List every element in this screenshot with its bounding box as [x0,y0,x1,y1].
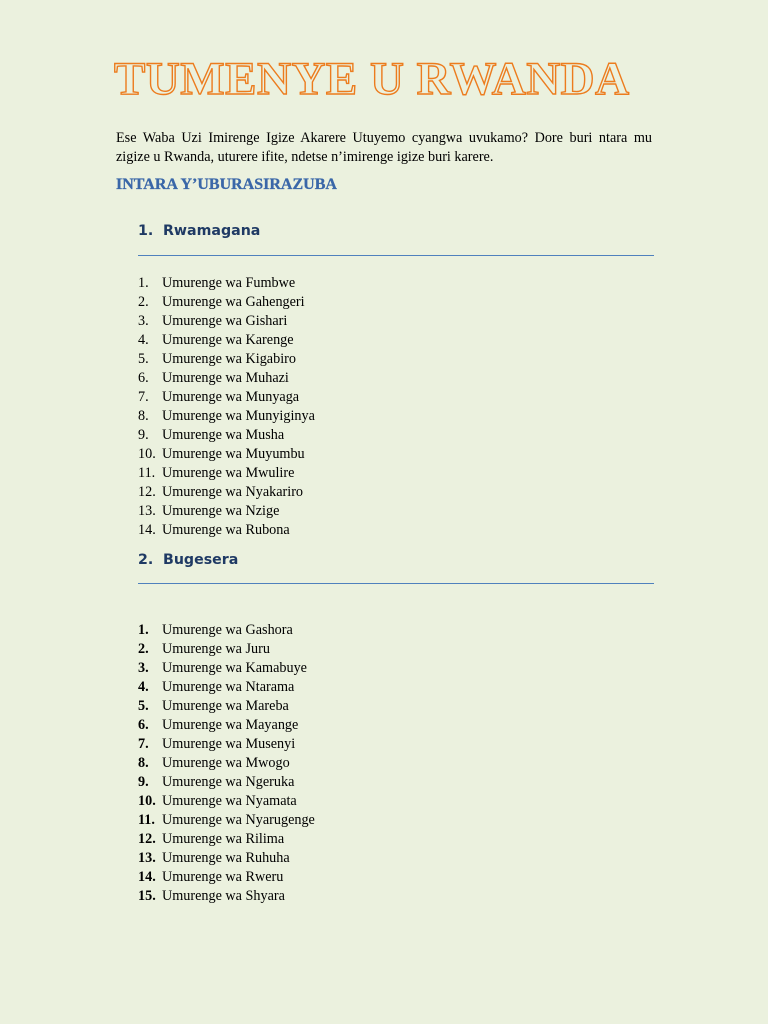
list-item [138,350,315,369]
item-label: Umurenge wa Fumbwe [162,275,296,291]
district-heading-bugesera [138,550,238,570]
item-number: 4. [138,332,149,348]
list-item [138,521,315,540]
sector-list-rwamagana [138,274,315,540]
item-label: Umurenge wa Musenyi [162,736,296,752]
list-item [138,483,315,502]
item-number: 3. [138,313,149,329]
item-number: 1. [138,275,149,291]
district-heading-rwamagana [138,221,260,241]
list-item [138,830,315,849]
item-label: Umurenge wa Munyaga [162,389,300,405]
item-number: 10. [138,793,156,809]
item-label: Umurenge wa Mayange [162,717,299,733]
item-number: 12. [138,484,156,500]
list-item [138,388,315,407]
list-item [138,464,315,483]
item-number: 4. [138,679,149,695]
list-item [138,716,315,735]
item-label: Umurenge wa Juru [162,641,270,657]
item-label: Umurenge wa Mareba [162,698,289,714]
district-number: 2. [138,552,154,568]
item-label: Umurenge wa Gishari [162,313,288,329]
list-item [138,754,315,773]
list-item [138,773,315,792]
list-item [138,678,315,697]
item-number: 14. [138,869,156,885]
item-label: Umurenge wa Mwulire [162,465,295,481]
item-label: Umurenge wa Ngeruka [162,774,295,790]
item-label: Umurenge wa Karenge [162,332,294,348]
item-number: 15. [138,888,156,904]
section-divider [138,255,654,256]
item-label: Umurenge wa Nyakariro [162,484,304,500]
item-number: 9. [138,427,149,443]
item-label: Umurenge wa Rilima [162,831,285,847]
item-number: 8. [138,755,149,771]
item-label: Umurenge wa Nyarugenge [162,812,315,828]
list-item [138,331,315,350]
item-number: 13. [138,503,156,519]
list-item [138,792,315,811]
page-title: TUMENYE U RWANDA [114,53,630,105]
list-item [138,735,315,754]
item-label: Umurenge wa Muhazi [162,370,289,386]
list-item [138,445,315,464]
list-item [138,407,315,426]
item-number: 2. [138,294,149,310]
list-item [138,621,315,640]
item-number: 14. [138,522,156,538]
list-item [138,640,315,659]
item-label: Umurenge wa Munyiginya [162,408,315,424]
item-number: 12. [138,831,156,847]
list-item [138,293,315,312]
list-item [138,312,315,331]
item-label: Umurenge wa Kigabiro [162,351,296,367]
list-item [138,887,315,906]
list-item [138,697,315,716]
item-label: Umurenge wa Rweru [162,869,284,885]
item-number: 1. [138,622,149,638]
item-number: 11. [138,812,155,828]
province-heading: INTARA Y’UBURASIRAZUBA [116,176,337,193]
item-number: 11. [138,465,156,481]
item-label: Umurenge wa Gashora [162,622,293,638]
item-number: 2. [138,641,149,657]
district-name: Rwamagana [163,223,261,239]
item-label: Umurenge wa Nyamata [162,793,297,809]
item-label: Umurenge wa Nzige [162,503,280,519]
list-item [138,369,315,388]
item-number: 10. [138,446,156,462]
list-item [138,502,315,521]
district-name: Bugesera [163,552,239,568]
list-item [138,659,315,678]
item-label: Umurenge wa Kamabuye [162,660,307,676]
item-number: 8. [138,408,149,424]
item-number: 7. [138,389,149,405]
item-number: 5. [138,698,149,714]
sector-list-bugesera [138,621,315,906]
district-number: 1. [138,223,154,239]
section-divider [138,583,654,584]
item-label: Umurenge wa Ntarama [162,679,295,695]
item-number: 3. [138,660,149,676]
item-label: Umurenge wa Muyumbu [162,446,305,462]
item-label: Umurenge wa Gahengeri [162,294,305,310]
item-number: 9. [138,774,149,790]
item-label: Umurenge wa Shyara [162,888,285,904]
item-label: Umurenge wa Rubona [162,522,290,538]
list-item [138,426,315,445]
item-number: 5. [138,351,149,367]
list-item [138,811,315,830]
item-label: Umurenge wa Musha [162,427,285,443]
item-number: 13. [138,850,156,866]
list-item [138,849,315,868]
item-label: Umurenge wa Mwogo [162,755,290,771]
item-number: 6. [138,717,149,733]
list-item [138,274,315,293]
item-number: 6. [138,370,149,386]
list-item [138,868,315,887]
item-number: 7. [138,736,149,752]
item-label: Umurenge wa Ruhuha [162,850,290,866]
intro-paragraph: Ese Waba Uzi Imirenge Igize Akarere Utuyemo cyangwa uvukamo? Dore buri ntara mu zigize u Rwanda, uturere ifite, ndetse n’imirenge igize buri karere. [116,130,652,165]
